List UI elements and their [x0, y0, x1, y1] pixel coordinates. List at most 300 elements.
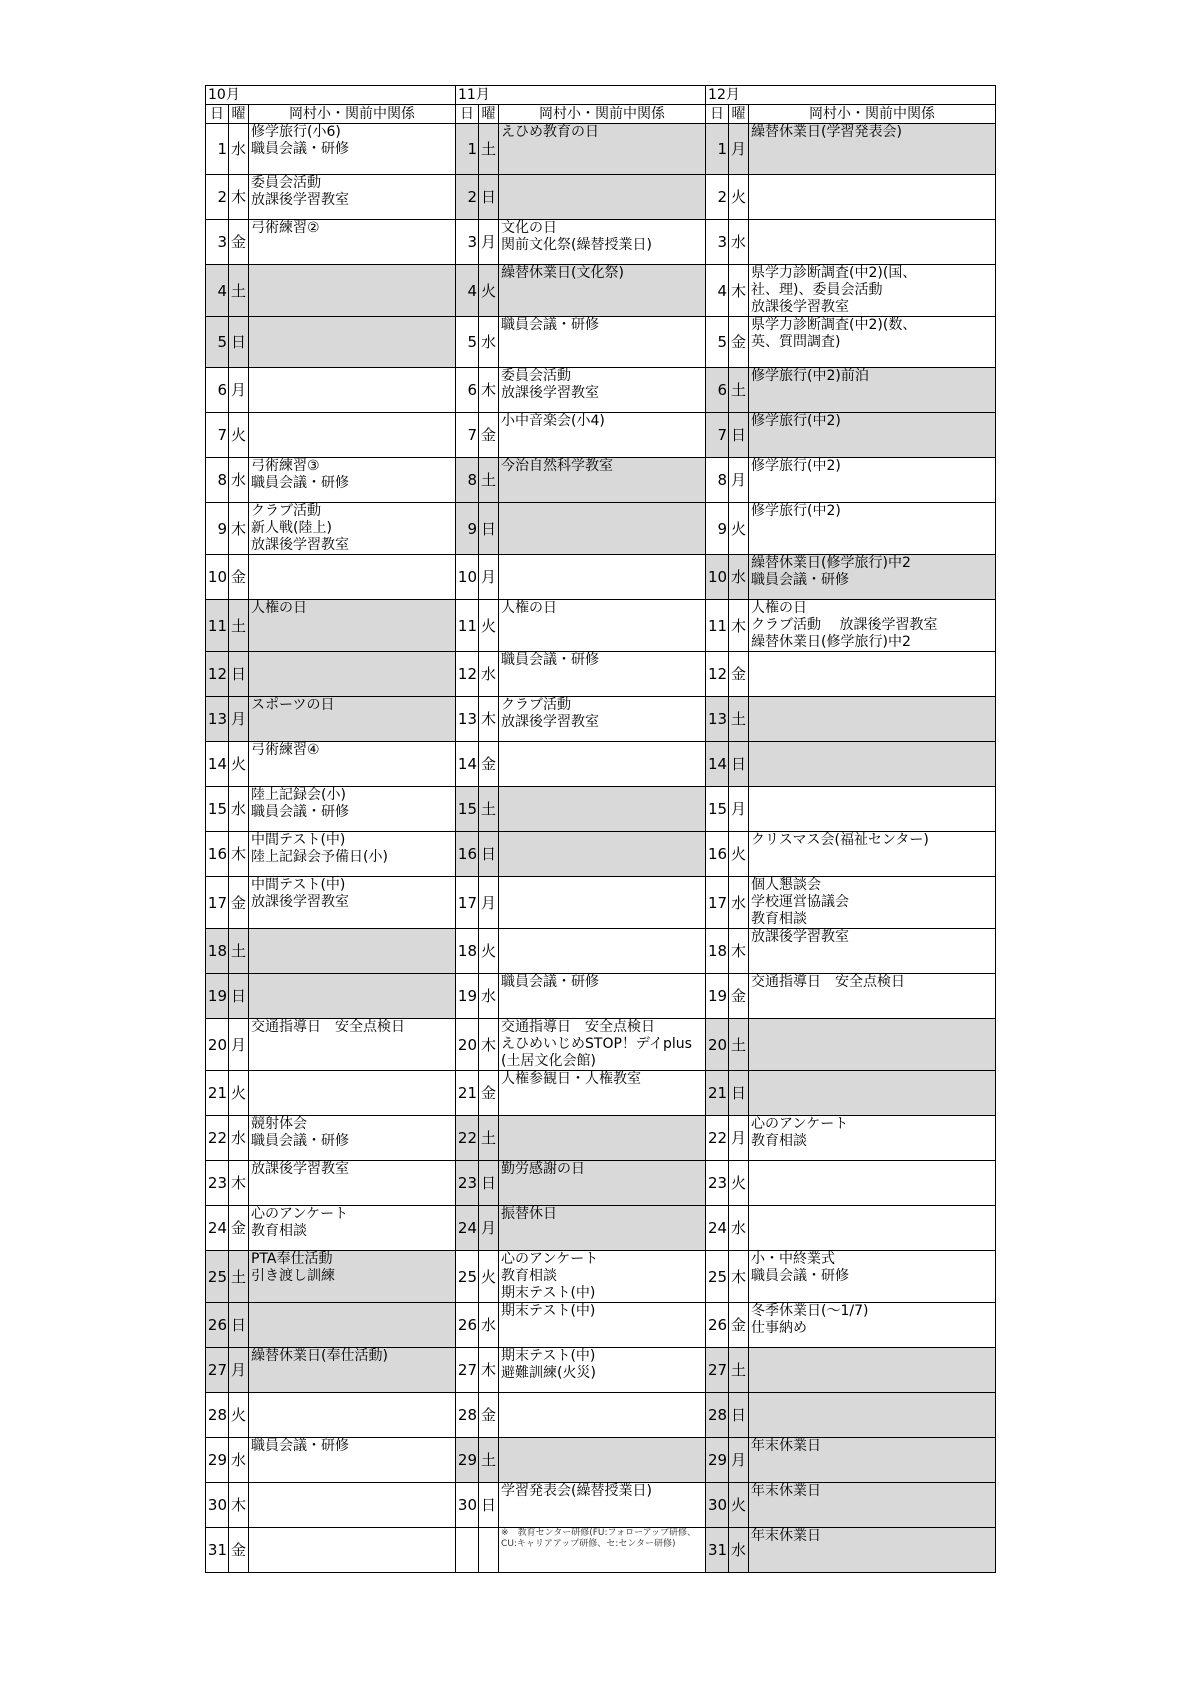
weekday: 水 [729, 1528, 749, 1573]
weekday: 水 [729, 1206, 749, 1251]
day-number: 22 [456, 1116, 479, 1161]
day-number: 18 [706, 929, 729, 974]
weekday: 水 [229, 458, 249, 503]
event-cell [249, 1483, 456, 1528]
weekday: 金 [229, 877, 249, 929]
day-number: 13 [706, 697, 729, 742]
event-cell: 心のアンケート 教育相談 [249, 1206, 456, 1251]
day-number: 24 [456, 1206, 479, 1251]
day-number: 15 [456, 787, 479, 832]
day-number: 6 [706, 368, 729, 413]
weekday: 金 [729, 974, 749, 1019]
day-number: 7 [456, 413, 479, 458]
day-number: 2 [456, 175, 479, 220]
day-number: 3 [206, 220, 229, 265]
day-number: 16 [706, 832, 729, 877]
event-cell [749, 1019, 996, 1071]
day-number: 29 [456, 1438, 479, 1483]
month-header-row [206, 86, 996, 105]
weekday: 水 [479, 974, 499, 1019]
calendar-body [206, 124, 996, 1573]
weekday: 木 [479, 1348, 499, 1393]
calendar-row [206, 1019, 996, 1071]
weekday: 金 [229, 220, 249, 265]
event-cell [749, 742, 996, 787]
day-number: 26 [456, 1303, 479, 1348]
weekday: 火 [729, 1161, 749, 1206]
event-cell [749, 175, 996, 220]
calendar-row [206, 265, 996, 317]
event-cell [749, 1161, 996, 1206]
day-number: 9 [706, 503, 729, 555]
event-cell [249, 1393, 456, 1438]
calendar-row [206, 413, 996, 458]
day-number: 18 [456, 929, 479, 974]
weekday: 日 [229, 1303, 249, 1348]
event-cell: 職員会議・研修 [499, 974, 706, 1019]
day-number: 19 [706, 974, 729, 1019]
event-cell: 中間テスト(中) 放課後学習教室 [249, 877, 456, 929]
event-cell [249, 368, 456, 413]
calendar-table [205, 85, 996, 1573]
day-number: 9 [456, 503, 479, 555]
calendar-row [206, 1483, 996, 1528]
day-number: 29 [206, 1438, 229, 1483]
event-cell: 修学旅行(中2) [749, 458, 996, 503]
calendar-row [206, 974, 996, 1019]
event-cell [749, 220, 996, 265]
weekday: 火 [479, 929, 499, 974]
event-cell: 競射体会 職員会議・研修 [249, 1116, 456, 1161]
day-number: 24 [206, 1206, 229, 1251]
day-number: 13 [456, 697, 479, 742]
weekday: 土 [229, 929, 249, 974]
weekday: 金 [729, 317, 749, 368]
day-number: 12 [206, 652, 229, 697]
event-cell: 学習発表会(繰替授業日) [499, 1483, 706, 1528]
event-cell [249, 652, 456, 697]
event-cell: スポーツの日 [249, 697, 456, 742]
weekday: 金 [479, 413, 499, 458]
weekday: 水 [229, 1116, 249, 1161]
event-cell: 人権の日 [499, 600, 706, 652]
day-number: 30 [206, 1483, 229, 1528]
weekday: 火 [729, 503, 749, 555]
event-cell: 小・中終業式 職員会議・研修 [749, 1251, 996, 1303]
calendar-row [206, 877, 996, 929]
event-cell: えひめ教育の日 [499, 124, 706, 175]
weekday [479, 1528, 499, 1573]
day-number: 17 [706, 877, 729, 929]
weekday: 日 [729, 1071, 749, 1116]
weekday: 金 [229, 1528, 249, 1573]
col-weekday-header: 曜 [729, 105, 749, 124]
day-number: 13 [206, 697, 229, 742]
event-cell: 委員会活動 放課後学習教室 [249, 175, 456, 220]
day-number: 18 [206, 929, 229, 974]
event-cell [499, 742, 706, 787]
day-number: 23 [706, 1161, 729, 1206]
event-cell [499, 503, 706, 555]
event-cell [749, 697, 996, 742]
day-number: 4 [706, 265, 729, 317]
calendar-row [206, 1161, 996, 1206]
event-cell [499, 832, 706, 877]
weekday: 日 [729, 413, 749, 458]
event-cell [749, 1071, 996, 1116]
day-number: 1 [206, 124, 229, 175]
calendar-row [206, 124, 996, 175]
weekday: 月 [729, 1438, 749, 1483]
event-cell: 繰替休業日(修学旅行)中2 職員会議・研修 [749, 555, 996, 600]
event-cell: 交通指導日 安全点検日 [249, 1019, 456, 1071]
calendar-row [206, 458, 996, 503]
weekday: 木 [229, 1161, 249, 1206]
day-number: 23 [456, 1161, 479, 1206]
month-spacer [749, 86, 996, 105]
event-cell: 繰替休業日(文化祭) [499, 265, 706, 317]
weekday: 日 [479, 503, 499, 555]
day-number: 29 [706, 1438, 729, 1483]
weekday: 月 [229, 697, 249, 742]
weekday: 水 [729, 220, 749, 265]
calendar-row [206, 1438, 996, 1483]
weekday: 月 [729, 787, 749, 832]
weekday: 木 [229, 175, 249, 220]
event-cell: 小中音楽会(小4) [499, 413, 706, 458]
day-number: 9 [206, 503, 229, 555]
weekday: 木 [479, 1019, 499, 1071]
footnote: ※ 教育センター研修(FU:フォローアップ研修、CU:キャリアアップ研修、セ:センター研修) [501, 1528, 696, 1549]
event-cell: 修学旅行(小6) 職員会議・研修 [249, 124, 456, 175]
day-number: 20 [206, 1019, 229, 1071]
event-cell: 職員会議・研修 [499, 652, 706, 697]
event-cell [249, 974, 456, 1019]
event-cell: 繰替休業日(学習発表会) [749, 124, 996, 175]
event-cell [749, 1206, 996, 1251]
weekday: 日 [479, 175, 499, 220]
col-events-header: 岡村小・関前中関係 [499, 105, 706, 124]
weekday: 水 [229, 787, 249, 832]
weekday: 金 [479, 742, 499, 787]
calendar-row [206, 1251, 996, 1303]
event-cell [249, 1528, 456, 1573]
day-number: 23 [206, 1161, 229, 1206]
day-number: 5 [456, 317, 479, 368]
col-day-header: 日 [206, 105, 229, 124]
weekday: 水 [479, 1303, 499, 1348]
weekday: 月 [729, 1116, 749, 1161]
event-cell [249, 555, 456, 600]
day-number: 10 [706, 555, 729, 600]
event-cell: 修学旅行(中2)前泊 [749, 368, 996, 413]
event-cell [749, 652, 996, 697]
event-cell: 人権の日 [249, 600, 456, 652]
day-number: 11 [456, 600, 479, 652]
weekday: 木 [229, 1483, 249, 1528]
event-cell: 人権参観日・人権教室 [499, 1071, 706, 1116]
col-day-header: 日 [706, 105, 729, 124]
weekday: 水 [479, 317, 499, 368]
calendar-row [206, 1116, 996, 1161]
day-number: 27 [206, 1348, 229, 1393]
event-cell: 年末休業日 [749, 1438, 996, 1483]
day-number: 20 [456, 1019, 479, 1071]
event-cell: 職員会議・研修 [249, 1438, 456, 1483]
calendar-row [206, 600, 996, 652]
calendar-row [206, 1071, 996, 1116]
day-number: 6 [206, 368, 229, 413]
weekday: 金 [479, 1071, 499, 1116]
day-number: 28 [706, 1393, 729, 1438]
event-cell: 今治自然科学教室 [499, 458, 706, 503]
day-number: 14 [706, 742, 729, 787]
event-cell: 文化の日 関前文化祭(繰替授業日) [499, 220, 706, 265]
event-cell [749, 1348, 996, 1393]
event-cell [499, 1438, 706, 1483]
day-number: 26 [206, 1303, 229, 1348]
col-weekday-header: 曜 [479, 105, 499, 124]
day-number: 1 [706, 124, 729, 175]
calendar-row [206, 1393, 996, 1438]
weekday: 木 [729, 929, 749, 974]
col-events-header: 岡村小・関前中関係 [749, 105, 996, 124]
weekday: 土 [229, 1251, 249, 1303]
day-number: 27 [706, 1348, 729, 1393]
event-cell: 弓術練習③ 職員会議・研修 [249, 458, 456, 503]
day-number: 28 [206, 1393, 229, 1438]
month-label-dec: 12月 [706, 86, 749, 105]
month-label-nov: 11月 [456, 86, 499, 105]
event-cell: 繰替休業日(奉仕活動) [249, 1348, 456, 1393]
weekday: 土 [479, 458, 499, 503]
event-cell [499, 787, 706, 832]
event-cell: 交通指導日 安全点検日 えひめいじめSTOP！デイplus (土居文化会館) [499, 1019, 706, 1071]
day-number: 30 [706, 1483, 729, 1528]
event-cell: 振替休日 [499, 1206, 706, 1251]
calendar-row [206, 1348, 996, 1393]
event-cell [499, 1528, 706, 1573]
weekday: 月 [479, 555, 499, 600]
day-number: 25 [456, 1251, 479, 1303]
event-cell: 弓術練習② [249, 220, 456, 265]
day-number: 24 [706, 1206, 729, 1251]
day-number: 12 [456, 652, 479, 697]
col-events-header: 岡村小・関前中関係 [249, 105, 456, 124]
event-cell: クリスマス会(福祉センター) [749, 832, 996, 877]
weekday: 日 [229, 317, 249, 368]
event-cell [249, 929, 456, 974]
event-cell: 放課後学習教室 [249, 1161, 456, 1206]
weekday: 日 [729, 742, 749, 787]
calendar-row [206, 742, 996, 787]
day-number: 21 [206, 1071, 229, 1116]
weekday: 水 [229, 124, 249, 175]
event-cell: 修学旅行(中2) [749, 413, 996, 458]
day-number: 10 [456, 555, 479, 600]
weekday: 土 [729, 1019, 749, 1071]
event-cell [499, 1393, 706, 1438]
calendar-row [206, 652, 996, 697]
day-number: 28 [456, 1393, 479, 1438]
event-cell: 職員会議・研修 [499, 317, 706, 368]
day-number: 30 [456, 1483, 479, 1528]
event-cell: 個人懇談会 学校運営協議会 教育相談 [749, 877, 996, 929]
day-number: 25 [206, 1251, 229, 1303]
day-number: 17 [456, 877, 479, 929]
event-cell: 心のアンケート 教育相談 [749, 1116, 996, 1161]
day-number: 3 [456, 220, 479, 265]
calendar-row [206, 1206, 996, 1251]
weekday: 月 [229, 368, 249, 413]
month-spacer [249, 86, 456, 105]
day-number: 19 [206, 974, 229, 1019]
weekday: 土 [729, 1348, 749, 1393]
event-cell: 冬季休業日(～1/7) 仕事納め [749, 1303, 996, 1348]
event-cell [249, 413, 456, 458]
weekday: 土 [479, 1438, 499, 1483]
weekday: 土 [229, 265, 249, 317]
event-cell [249, 1303, 456, 1348]
event-cell [749, 1393, 996, 1438]
day-number: 1 [456, 124, 479, 175]
day-number: 5 [206, 317, 229, 368]
event-cell: 県学力診断調査(中2)(数、 英、質問調査) [749, 317, 996, 368]
day-number: 6 [456, 368, 479, 413]
event-cell: 放課後学習教室 [749, 929, 996, 974]
event-cell: 勤労感謝の日 [499, 1161, 706, 1206]
day-number: 11 [706, 600, 729, 652]
event-cell [499, 877, 706, 929]
day-number: 19 [456, 974, 479, 1019]
weekday: 日 [229, 652, 249, 697]
day-number: 16 [456, 832, 479, 877]
day-number: 2 [706, 175, 729, 220]
weekday: 土 [229, 600, 249, 652]
day-number: 22 [706, 1116, 729, 1161]
weekday: 火 [229, 413, 249, 458]
day-number: 8 [706, 458, 729, 503]
calendar-row [206, 1528, 996, 1573]
weekday: 月 [229, 1019, 249, 1071]
day-number: 7 [206, 413, 229, 458]
event-cell: 心のアンケート 教育相談 期末テスト(中) [499, 1251, 706, 1303]
day-number: 25 [706, 1251, 729, 1303]
day-number [456, 1528, 479, 1573]
day-number: 2 [206, 175, 229, 220]
weekday: 火 [229, 1071, 249, 1116]
calendar-row [206, 220, 996, 265]
day-number: 3 [706, 220, 729, 265]
calendar-row [206, 503, 996, 555]
day-number: 10 [206, 555, 229, 600]
event-cell [499, 555, 706, 600]
event-cell [499, 929, 706, 974]
day-number: 15 [706, 787, 729, 832]
day-number: 17 [206, 877, 229, 929]
day-number: 12 [706, 652, 729, 697]
weekday: 日 [479, 832, 499, 877]
weekday: 日 [479, 1161, 499, 1206]
event-cell: 陸上記録会(小) 職員会議・研修 [249, 787, 456, 832]
event-cell [499, 1116, 706, 1161]
weekday: 土 [729, 697, 749, 742]
day-number: 4 [206, 265, 229, 317]
calendar-row [206, 317, 996, 368]
weekday: 月 [229, 1348, 249, 1393]
day-number: 5 [706, 317, 729, 368]
weekday: 月 [479, 1206, 499, 1251]
weekday: 火 [479, 1251, 499, 1303]
day-number: 15 [206, 787, 229, 832]
weekday: 木 [729, 265, 749, 317]
event-cell: 年末休業日 [749, 1483, 996, 1528]
day-number: 14 [206, 742, 229, 787]
weekday: 木 [729, 600, 749, 652]
weekday: 水 [229, 1438, 249, 1483]
weekday: 金 [229, 1206, 249, 1251]
calendar-row [206, 832, 996, 877]
event-cell: 期末テスト(中) [499, 1303, 706, 1348]
weekday: 土 [479, 787, 499, 832]
weekday: 木 [229, 503, 249, 555]
weekday: 日 [229, 974, 249, 1019]
event-cell: クラブ活動 放課後学習教室 [499, 697, 706, 742]
school-calendar [205, 85, 995, 1573]
month-label-oct: 10月 [206, 86, 249, 105]
col-weekday-header: 曜 [229, 105, 249, 124]
weekday: 日 [729, 1393, 749, 1438]
weekday: 火 [729, 832, 749, 877]
weekday: 金 [729, 1303, 749, 1348]
day-number: 8 [206, 458, 229, 503]
weekday: 月 [479, 877, 499, 929]
calendar-row [206, 929, 996, 974]
weekday: 木 [479, 697, 499, 742]
event-cell: 年末休業日 [749, 1528, 996, 1573]
calendar-row [206, 175, 996, 220]
weekday: 金 [479, 1393, 499, 1438]
weekday: 土 [479, 124, 499, 175]
event-cell: 交通指導日 安全点検日 [749, 974, 996, 1019]
day-number: 14 [456, 742, 479, 787]
day-number: 8 [456, 458, 479, 503]
day-number: 7 [706, 413, 729, 458]
day-number: 26 [706, 1303, 729, 1348]
event-cell [249, 1071, 456, 1116]
weekday: 月 [729, 124, 749, 175]
weekday: 月 [479, 220, 499, 265]
weekday: 土 [479, 1116, 499, 1161]
day-number: 31 [206, 1528, 229, 1573]
weekday: 火 [229, 742, 249, 787]
weekday: 火 [479, 600, 499, 652]
weekday: 水 [479, 652, 499, 697]
day-number: 20 [706, 1019, 729, 1071]
weekday: 木 [479, 368, 499, 413]
day-number: 16 [206, 832, 229, 877]
weekday: 日 [479, 1483, 499, 1528]
calendar-row [206, 697, 996, 742]
col-day-header: 日 [456, 105, 479, 124]
event-cell: PTA奉仕活動 引き渡し訓練 [249, 1251, 456, 1303]
weekday: 木 [229, 832, 249, 877]
event-cell: クラブ活動 新人戦(陸上) 放課後学習教室 [249, 503, 456, 555]
day-number: 4 [456, 265, 479, 317]
event-cell: 県学力診断調査(中2)(国、 社、理)、委員会活動 放課後学習教室 [749, 265, 996, 317]
weekday: 金 [729, 652, 749, 697]
event-cell: 修学旅行(中2) [749, 503, 996, 555]
